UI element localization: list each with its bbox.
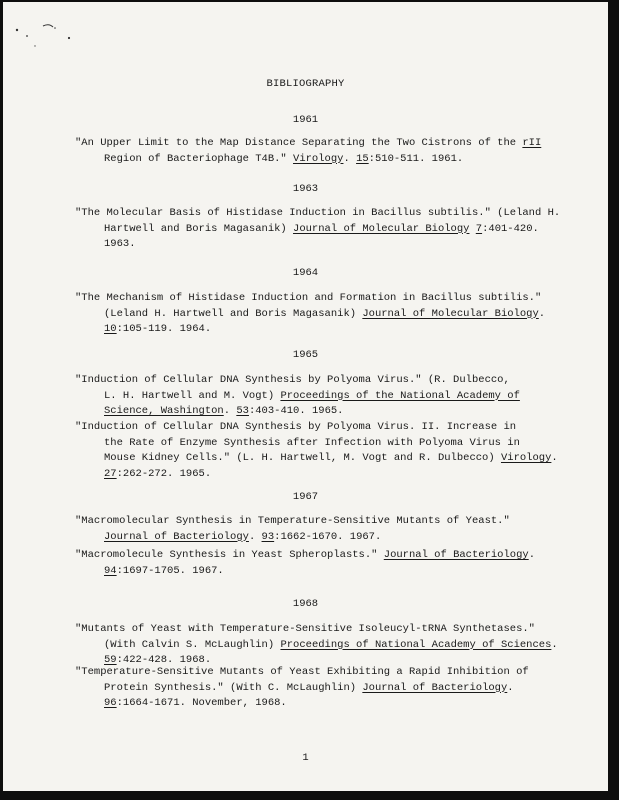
document-title: BIBLIOGRAPHY [266, 78, 345, 90]
underlined-citation-text: Science, Washington [104, 405, 224, 417]
citation-text: L. H. Hartwell and M. Vogt) [104, 389, 281, 402]
underlined-citation-text: 10 [104, 323, 117, 335]
entry-line [75, 467, 545, 483]
citation-text: Protein Synthesis." (With C. McLaughlin) [104, 681, 363, 694]
entry-line [75, 638, 558, 654]
underlined-citation-text: rII [522, 137, 542, 149]
entry-line [75, 389, 545, 405]
entry-line [75, 291, 545, 307]
bibliography-entry [75, 514, 545, 545]
underlined-citation-text: Virology [293, 152, 344, 165]
citation-text: 1963. [104, 238, 136, 250]
entry-line [75, 548, 545, 564]
section-year: 1968 [292, 598, 319, 610]
citation-text: Hartwell and Boris Magasanik) [104, 222, 294, 235]
citation-text: :422-428. 1968. [116, 654, 212, 666]
entry-line [75, 136, 545, 152]
citation-text: :510-511. 1961. [368, 152, 464, 165]
citation-text: "Mutants of Yeast with Temperature-Sensitive Isoleucyl-tRNA Synthetases." [75, 623, 535, 635]
bibliography-entry [75, 665, 545, 712]
citation-text: "Induction of Cellular DNA Synthesis by Polyoma Virus. II. Increase in [75, 421, 517, 433]
entry-line [75, 206, 561, 222]
citation-text: :401-420. [482, 222, 539, 235]
citation-text: "The Molecular Basis of Histidase Induction in Bacillus subtilis." (Leland H. [75, 207, 561, 219]
underlined-citation-text: 53 [236, 405, 249, 417]
underlined-citation-text: Journal of Bacteriology [104, 530, 249, 543]
entry-line [75, 420, 545, 436]
citation-text: the Rate of Enzyme Synthesis after Infection with Polyoma Virus in [104, 436, 520, 449]
citation-text: (Leland H. Hartwell and Boris Magasanik) [104, 307, 363, 320]
underlined-citation-text: Virology [500, 452, 552, 464]
citation-text: Region of Bacteriophage T4B." [104, 152, 294, 165]
citation-text: . [528, 549, 536, 561]
entry-line [75, 152, 545, 168]
entry-line [75, 436, 545, 452]
citation-text: . [343, 152, 357, 165]
entry-line [75, 622, 545, 638]
underlined-citation-text: Journal of Molecular Biology [293, 222, 470, 235]
underlined-citation-text: Journal of Bacteriology [362, 681, 508, 694]
citation-text: "Temperature-Sensitive Mutants of Yeast Exhibiting a Rapid Inhibition of [75, 666, 529, 678]
bibliography-entry [75, 373, 545, 420]
entry-line [75, 237, 545, 253]
underlined-citation-text: 59 [104, 654, 117, 666]
underlined-citation-text: 93 [261, 530, 275, 543]
section-year: 1963 [292, 183, 319, 195]
citation-text: :1662-1670. 1967. [274, 530, 382, 543]
underlined-citation-text: Journal of Bacteriology [383, 549, 529, 561]
underlined-citation-text: Proceedings of National Academy of Sciences [280, 638, 552, 651]
citation-text: :1697-1705. 1967. [116, 564, 224, 577]
bibliography-entry [75, 206, 561, 253]
document-page [3, 2, 608, 791]
entry-line [75, 681, 545, 697]
entry-line [75, 373, 545, 389]
bibliography-entry [75, 291, 545, 338]
citation-text: . [507, 681, 514, 694]
underlined-citation-text: Journal of Molecular Biology [362, 307, 539, 320]
entry-line [75, 514, 545, 530]
section-year: 1961 [292, 114, 319, 126]
entry-line [75, 307, 545, 323]
citation-text: . [551, 452, 558, 464]
section-year: 1965 [292, 349, 319, 361]
citation-text: . [538, 307, 546, 320]
citation-text: Mouse Kidney Cells." (L. H. Hartwell, M. Vogt and R. Dulbecco) [104, 452, 501, 464]
citation-text: :403-410. 1965. [248, 405, 344, 417]
bibliography-entry [75, 420, 558, 482]
entry-line [75, 322, 545, 338]
entry-line [75, 530, 545, 546]
citation-text: "An Upper Limit to the Map Distance Separating the Two Cistrons of the [75, 137, 523, 149]
citation-text: . [223, 405, 237, 417]
underlined-citation-text: Proceedings of the National Academy of [280, 389, 520, 402]
citation-text: "Induction of Cellular DNA Synthesis by Polyoma Virus." (R. Dulbecco, [75, 374, 510, 386]
paper-specks [13, 20, 83, 60]
citation-text: (With Calvin S. McLaughlin) [104, 638, 281, 651]
citation-text: "Macromolecular Synthesis in Temperature-Sensitive Mutants of Yeast." [75, 515, 510, 527]
bibliography-entry [75, 548, 545, 579]
bibliography-entry [75, 622, 558, 669]
underlined-citation-text: 96 [104, 697, 117, 709]
page-number: 1 [302, 752, 309, 764]
entry-line [75, 696, 545, 712]
section-year: 1964 [292, 267, 319, 279]
citation-text: "Macromolecule Synthesis in Yeast Spheroplasts." [75, 549, 384, 561]
entry-line [75, 222, 545, 238]
entry-line [75, 564, 545, 580]
underlined-citation-text: 15 [356, 152, 369, 165]
entry-line [75, 451, 558, 467]
citation-text: . [248, 530, 262, 543]
bibliography-entry [75, 136, 545, 167]
underlined-citation-text: 7 [475, 222, 483, 235]
underlined-citation-text: 94 [104, 564, 117, 577]
section-year: 1967 [292, 491, 319, 503]
citation-text: :262-272. 1965. [116, 467, 212, 480]
citation-text: . [551, 638, 558, 651]
citation-text: :1664-1671. November, 1968. [116, 697, 287, 709]
entry-line [75, 665, 545, 681]
citation-text: "The Mechanism of Histidase Induction and Formation in Bacillus subtilis." [75, 292, 542, 304]
citation-text: :105-119. 1964. [116, 323, 212, 335]
entry-line [75, 404, 545, 420]
underlined-citation-text: 27 [104, 467, 117, 480]
